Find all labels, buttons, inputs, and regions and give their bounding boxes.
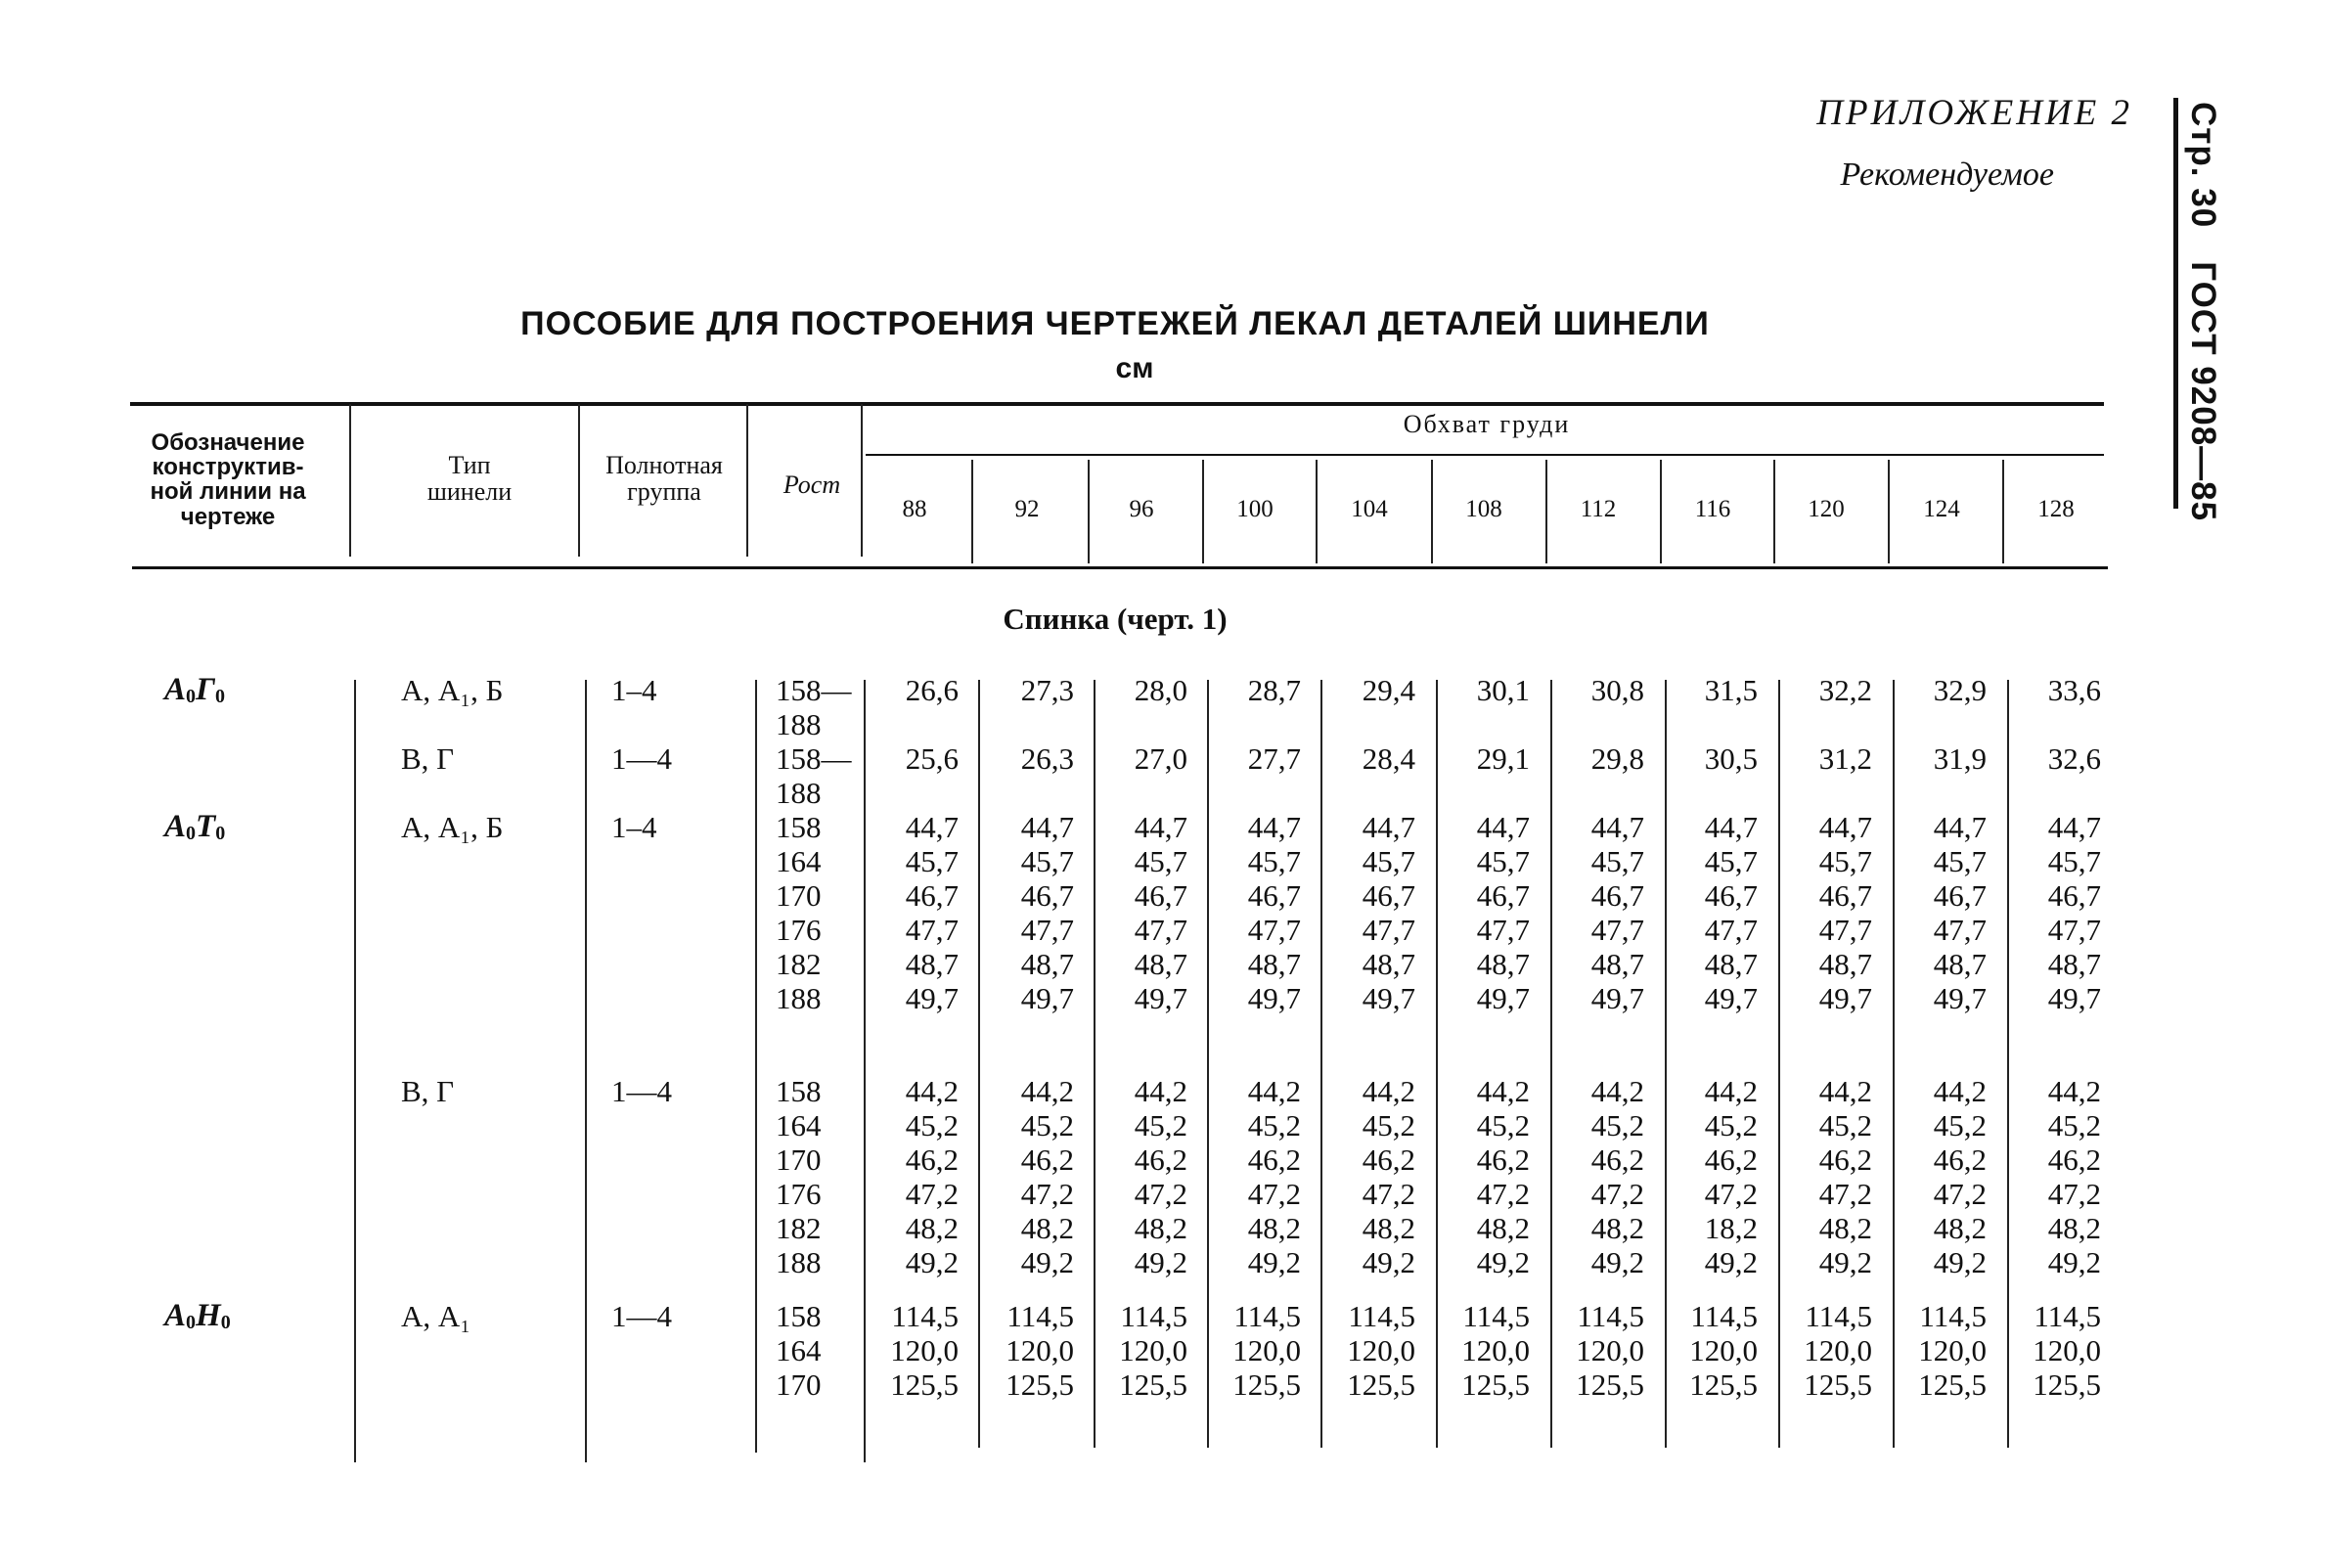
line-designation (164, 1299, 231, 1340)
table-cell: 45,2 (1134, 1108, 1187, 1142)
header-divider (349, 404, 351, 557)
table-cell: 44,7 (1590, 810, 1644, 844)
fullness-group: 1–4 (611, 810, 657, 844)
coat-type: А, А₁, Б (401, 810, 504, 844)
table-cell: 120,0 (1918, 1333, 1987, 1367)
table-cell: 48,2 (2047, 1211, 2101, 1245)
table-cell: 49,7 (1020, 981, 1074, 1015)
table-cell: 44,7 (1933, 810, 1987, 844)
designation-subscript: 0 (186, 686, 197, 707)
table-cell: 45,7 (1247, 844, 1301, 878)
header-divider (1888, 460, 1890, 563)
height-value: 158— (776, 673, 852, 707)
table-top-rule (130, 402, 2104, 406)
table-cell: 125,5 (890, 1367, 959, 1402)
table-cell: 44,2 (1933, 1074, 1987, 1108)
table-cell: 48,7 (1590, 947, 1644, 981)
table-cell: 45,7 (1476, 844, 1530, 878)
table-cell: 45,7 (1704, 844, 1758, 878)
table-cell: 120,0 (1804, 1333, 1872, 1367)
appendix-label: ПРИЛОЖЕНИЕ 2 (1816, 93, 2132, 133)
table-cell: 49,2 (905, 1245, 959, 1279)
header-divider (971, 460, 973, 563)
table-cell: 44,7 (1704, 810, 1758, 844)
column-divider (1207, 680, 1209, 1448)
table-cell: 49,2 (1020, 1245, 1074, 1279)
table-cell: 30,1 (1476, 673, 1530, 707)
table-cell: 46,2 (1362, 1142, 1415, 1177)
table-cell: 45,7 (1818, 844, 1872, 878)
table-cell: 47,7 (1134, 913, 1187, 947)
table-cell: 47,2 (1590, 1177, 1644, 1211)
designation-letter: А (164, 672, 187, 707)
table-cell: 49,7 (1590, 981, 1644, 1015)
header-divider (1773, 460, 1775, 563)
table-cell: 47,7 (905, 913, 959, 947)
column-divider (1094, 680, 1095, 1448)
header-divider (1088, 460, 1090, 563)
chest-size-label: 104 (1351, 496, 1388, 522)
table-cell: 32,9 (1933, 673, 1987, 707)
header-divider (1545, 460, 1547, 563)
header-type-line: Тип (448, 451, 491, 479)
table-cell: 48,7 (1362, 947, 1415, 981)
table-cell: 44,7 (1020, 810, 1074, 844)
table-cell: 45,7 (1020, 844, 1074, 878)
height-value: 158 (776, 810, 822, 844)
table-cell: 47,2 (1476, 1177, 1530, 1211)
table-cell: 114,5 (1577, 1299, 1644, 1333)
table-cell: 120,0 (1232, 1333, 1301, 1367)
table-cell: 32,6 (2047, 741, 2101, 776)
chest-size-label: 128 (2037, 496, 2075, 522)
table-cell: 44,2 (1818, 1074, 1872, 1108)
side-divider (2173, 98, 2178, 509)
table-cell: 47,2 (905, 1177, 959, 1211)
table-cell: 49,2 (1590, 1245, 1644, 1279)
table-cell: 28,7 (1247, 673, 1301, 707)
designation-subscript: 0 (186, 1312, 197, 1333)
table-cell: 47,2 (2047, 1177, 2101, 1211)
table-cell: 49,7 (1818, 981, 1872, 1015)
line-designation (164, 810, 225, 851)
height-value: 158 (776, 1299, 822, 1333)
column-divider (2007, 680, 2009, 1448)
table-cell: 46,7 (1020, 878, 1074, 913)
table-cell: 49,7 (1933, 981, 1987, 1015)
header-divider (1431, 460, 1433, 563)
page-title: ПОСОБИЕ ДЛЯ ПОСТРОЕНИЯ ЧЕРТЕЖЕЙ ЛЕКАЛ ДЕТАЛЕЙ ШИНЕЛИ (520, 305, 1710, 342)
header-fullness-line: группа (627, 477, 701, 507)
table-cell: 46,7 (1362, 878, 1415, 913)
table-cell: 46,2 (1476, 1142, 1530, 1177)
table-cell: 31,5 (1704, 673, 1758, 707)
table-cell: 46,2 (1704, 1142, 1758, 1177)
table-cell: 27,0 (1134, 741, 1187, 776)
table-cell: 49,2 (1134, 1245, 1187, 1279)
table-cell: 31,9 (1933, 741, 1987, 776)
designation-letter: А (164, 1298, 187, 1333)
table-cell: 45,2 (905, 1108, 959, 1142)
height-value: 164 (776, 844, 822, 878)
designation-subscript: 0 (215, 823, 226, 844)
chest-size-label: 112 (1580, 496, 1617, 522)
table-cell: 31,2 (1818, 741, 1872, 776)
table-cell: 49,2 (1933, 1245, 1987, 1279)
fullness-group: 1—4 (611, 741, 672, 776)
table-cell: 120,0 (890, 1333, 959, 1367)
height-value: 176 (776, 913, 822, 947)
table-cell: 29,1 (1476, 741, 1530, 776)
table-cell: 46,7 (1704, 878, 1758, 913)
table-cell: 44,7 (1476, 810, 1530, 844)
chest-subheader-rule (866, 454, 2104, 456)
table-cell: 125,5 (1918, 1367, 1987, 1402)
table-cell: 47,7 (1933, 913, 1987, 947)
table-cell: 47,2 (1818, 1177, 1872, 1211)
table-cell: 48,7 (1933, 947, 1987, 981)
table-cell: 46,2 (905, 1142, 959, 1177)
header-designation-line: конструктив- (152, 454, 304, 481)
height-value: 170 (776, 1142, 822, 1177)
table-cell: 125,5 (1576, 1367, 1644, 1402)
designation-letter: Н (196, 1298, 221, 1333)
designation-subscript: 0 (220, 1312, 231, 1333)
chest-size-label: 116 (1694, 496, 1731, 522)
table-cell: 47,2 (1362, 1177, 1415, 1211)
table-cell: 45,2 (1933, 1108, 1987, 1142)
table-cell: 45,2 (1704, 1108, 1758, 1142)
table-cell: 47,2 (1704, 1177, 1758, 1211)
header-divider (861, 404, 863, 557)
table-cell: 46,7 (1134, 878, 1187, 913)
column-divider (354, 680, 356, 1462)
side-caption (2183, 102, 2222, 555)
header-type-line: шинели (426, 477, 513, 507)
table-cell: 45,7 (2047, 844, 2101, 878)
header-divider (1202, 460, 1204, 563)
table-cell: 29,8 (1590, 741, 1644, 776)
column-divider (864, 680, 866, 1462)
table-cell: 25,6 (905, 741, 959, 776)
coat-type: В, Г (401, 741, 455, 776)
table-cell: 125,5 (1232, 1367, 1301, 1402)
fullness-group: 1—4 (611, 1299, 672, 1333)
side-page-number: Стр. 30 (2184, 102, 2222, 229)
fullness-group: 1—4 (611, 1074, 672, 1108)
table-cell: 49,7 (905, 981, 959, 1015)
table-cell: 49,2 (1476, 1245, 1530, 1279)
height-value: 188 (776, 1245, 822, 1279)
header-type (372, 452, 567, 506)
table-cell: 49,2 (1247, 1245, 1301, 1279)
table-cell: 120,0 (1689, 1333, 1758, 1367)
header-fullness-line: Полнотная (605, 451, 723, 479)
table-cell: 47,2 (1020, 1177, 1074, 1211)
table-cell: 46,2 (2047, 1142, 2101, 1177)
height-value: 188 (776, 981, 822, 1015)
table-cell: 45,2 (2047, 1108, 2101, 1142)
chest-size-label: 100 (1236, 496, 1274, 522)
table-cell: 26,3 (1020, 741, 1074, 776)
table-cell: 47,2 (1247, 1177, 1301, 1211)
table-cell: 46,2 (1247, 1142, 1301, 1177)
column-divider (1778, 680, 1780, 1448)
table-cell: 46,2 (1590, 1142, 1644, 1177)
table-cell: 45,7 (1590, 844, 1644, 878)
table-cell: 45,2 (1818, 1108, 1872, 1142)
table-cell: 114,5 (1462, 1299, 1530, 1333)
table-cell: 114,5 (1805, 1299, 1872, 1333)
coat-type: А, А₁ (401, 1299, 471, 1333)
table-cell: 46,2 (1020, 1142, 1074, 1177)
table-cell: 49,7 (1704, 981, 1758, 1015)
table-cell: 44,2 (1704, 1074, 1758, 1108)
table-cell: 44,7 (1362, 810, 1415, 844)
designation-subscript: 0 (186, 823, 197, 844)
header-designation-line: чертеже (180, 503, 276, 530)
column-divider (1550, 680, 1552, 1448)
table-cell: 44,7 (1134, 810, 1187, 844)
recommended-label: Рекомендуемое (1840, 157, 2054, 193)
table-cell: 114,5 (1919, 1299, 1987, 1333)
table-cell: 48,2 (1933, 1211, 1987, 1245)
table-cell: 45,2 (1476, 1108, 1530, 1142)
table-cell: 29,4 (1362, 673, 1415, 707)
height-value: 164 (776, 1108, 822, 1142)
table-cell: 44,2 (1590, 1074, 1644, 1108)
designation-letter: Г (196, 672, 215, 707)
table-cell: 28,0 (1134, 673, 1187, 707)
table-cell: 46,7 (905, 878, 959, 913)
table-cell: 46,2 (1134, 1142, 1187, 1177)
table-cell: 114,5 (1006, 1299, 1074, 1333)
table-cell: 44,2 (2047, 1074, 2101, 1108)
column-divider (585, 680, 587, 1462)
table-cell: 32,2 (1818, 673, 1872, 707)
line-designation (164, 673, 225, 714)
table-cell: 46,7 (1590, 878, 1644, 913)
table-cell: 44,7 (1247, 810, 1301, 844)
chest-size-label: 124 (1923, 496, 1960, 522)
table-cell: 46,2 (1933, 1142, 1987, 1177)
chest-size-label: 108 (1465, 496, 1502, 522)
fullness-group: 1–4 (611, 673, 657, 707)
table-cell: 48,7 (1704, 947, 1758, 981)
table-cell: 49,2 (1704, 1245, 1758, 1279)
table-cell: 46,7 (1476, 878, 1530, 913)
table-cell: 125,5 (1461, 1367, 1530, 1402)
table-cell: 47,7 (1362, 913, 1415, 947)
table-cell: 120,0 (1576, 1333, 1644, 1367)
header-chest: Обхват груди (1403, 410, 1571, 438)
height-value: 188 (776, 776, 822, 810)
table-cell: 125,5 (2033, 1367, 2101, 1402)
column-divider (755, 680, 757, 1453)
table-cell: 120,0 (2033, 1333, 2101, 1367)
chest-size-label: 92 (1014, 496, 1040, 522)
table-cell: 48,2 (1590, 1211, 1644, 1245)
header-divider (746, 404, 748, 557)
height-value: 170 (776, 878, 822, 913)
table-cell: 46,7 (2047, 878, 2101, 913)
table-cell: 114,5 (1120, 1299, 1187, 1333)
table-cell: 44,2 (1247, 1074, 1301, 1108)
chest-size-label: 120 (1808, 496, 1845, 522)
table-cell: 47,7 (1704, 913, 1758, 947)
table-cell: 45,7 (1362, 844, 1415, 878)
column-divider (978, 680, 980, 1448)
table-cell: 49,2 (1818, 1245, 1872, 1279)
table-cell: 120,0 (1006, 1333, 1074, 1367)
table-cell: 48,2 (1362, 1211, 1415, 1245)
unit-label: см (1115, 352, 1154, 384)
table-cell: 48,7 (2047, 947, 2101, 981)
header-divider (2002, 460, 2004, 563)
table-cell: 44,2 (905, 1074, 959, 1108)
table-cell: 47,2 (1933, 1177, 1987, 1211)
table-cell: 49,7 (1476, 981, 1530, 1015)
table-cell: 49,7 (1362, 981, 1415, 1015)
table-cell: 48,7 (1134, 947, 1187, 981)
header-fullness (581, 452, 747, 506)
table-cell: 44,7 (1818, 810, 1872, 844)
table-cell: 114,5 (891, 1299, 959, 1333)
table-cell: 48,2 (1134, 1211, 1187, 1245)
table-cell: 125,5 (1006, 1367, 1074, 1402)
table-cell: 48,2 (1476, 1211, 1530, 1245)
column-divider (1436, 680, 1438, 1448)
table-header-bottom-rule (132, 566, 2108, 569)
designation-letter: Т (196, 809, 216, 844)
table-cell: 48,7 (1818, 947, 1872, 981)
table-cell: 26,6 (905, 673, 959, 707)
header-divider (1316, 460, 1318, 563)
table-cell: 114,5 (1348, 1299, 1415, 1333)
table-cell: 48,7 (1247, 947, 1301, 981)
table-cell: 46,7 (1818, 878, 1872, 913)
column-divider (1665, 680, 1667, 1448)
height-value: 182 (776, 947, 822, 981)
table-cell: 18,2 (1704, 1211, 1758, 1245)
table-cell: 47,7 (1020, 913, 1074, 947)
table-cell: 46,2 (1818, 1142, 1872, 1177)
table-cell: 47,7 (1818, 913, 1872, 947)
table-cell: 47,7 (2047, 913, 2101, 947)
table-cell: 49,2 (2047, 1245, 2101, 1279)
table-cell: 47,7 (1590, 913, 1644, 947)
table-cell: 44,2 (1020, 1074, 1074, 1108)
table-cell: 48,7 (905, 947, 959, 981)
table-cell: 46,7 (1247, 878, 1301, 913)
table-cell: 46,7 (1933, 878, 1987, 913)
table-cell: 114,5 (2034, 1299, 2101, 1333)
table-cell: 47,7 (1247, 913, 1301, 947)
table-cell: 27,3 (1020, 673, 1074, 707)
table-cell: 120,0 (1119, 1333, 1187, 1367)
designation-subscript: 0 (214, 686, 225, 707)
height-value: 188 (776, 707, 822, 741)
table-cell: 45,2 (1590, 1108, 1644, 1142)
table-cell: 48,2 (905, 1211, 959, 1245)
table-cell: 48,2 (1020, 1211, 1074, 1245)
height-value: 182 (776, 1211, 822, 1245)
height-value: 176 (776, 1177, 822, 1211)
coat-type: А, А₁, Б (401, 673, 504, 707)
table-cell: 49,7 (2047, 981, 2101, 1015)
table-cell: 30,5 (1704, 741, 1758, 776)
table-cell: 45,7 (905, 844, 959, 878)
table-cell: 45,7 (1933, 844, 1987, 878)
table-cell: 125,5 (1689, 1367, 1758, 1402)
table-cell: 44,2 (1476, 1074, 1530, 1108)
table-cell: 48,2 (1818, 1211, 1872, 1245)
table-cell: 49,2 (1362, 1245, 1415, 1279)
table-cell: 48,7 (1020, 947, 1074, 981)
table-cell: 47,2 (1134, 1177, 1187, 1211)
table-cell: 49,7 (1247, 981, 1301, 1015)
table-cell: 114,5 (1233, 1299, 1301, 1333)
table-cell: 125,5 (1119, 1367, 1187, 1402)
table-cell: 27,7 (1247, 741, 1301, 776)
column-divider (1893, 680, 1895, 1448)
height-value: 164 (776, 1333, 822, 1367)
table-cell: 49,7 (1134, 981, 1187, 1015)
chest-size-label: 88 (902, 496, 927, 522)
header-height: Рост (782, 470, 841, 499)
header-designation-line: ной линии на (150, 478, 306, 506)
table-cell: 33,6 (2047, 673, 2101, 707)
designation-letter: А (164, 809, 187, 844)
column-divider (1320, 680, 1322, 1448)
table-cell: 45,2 (1020, 1108, 1074, 1142)
table-cell: 120,0 (1347, 1333, 1415, 1367)
coat-type: В, Г (401, 1074, 455, 1108)
table-cell: 125,5 (1804, 1367, 1872, 1402)
height-value: 158— (776, 741, 852, 776)
table-cell: 48,7 (1476, 947, 1530, 981)
section-title: Спинка (черт. 1) (1003, 602, 1228, 636)
table-cell: 28,4 (1362, 741, 1415, 776)
table-cell: 45,7 (1134, 844, 1187, 878)
header-designation (111, 430, 345, 529)
header-designation-line: Обозначение (151, 429, 305, 456)
header-divider (578, 404, 580, 557)
side-standard: ГОСТ 9208—85 (2184, 261, 2222, 522)
table-cell: 30,8 (1590, 673, 1644, 707)
height-value: 158 (776, 1074, 822, 1108)
table-cell: 44,7 (905, 810, 959, 844)
table-cell: 44,2 (1134, 1074, 1187, 1108)
table-cell: 120,0 (1461, 1333, 1530, 1367)
table-cell: 125,5 (1347, 1367, 1415, 1402)
table-cell: 44,2 (1362, 1074, 1415, 1108)
height-value: 170 (776, 1367, 822, 1402)
table-cell: 45,2 (1247, 1108, 1301, 1142)
table-cell: 44,7 (2047, 810, 2101, 844)
table-cell: 47,7 (1476, 913, 1530, 947)
table-cell: 45,2 (1362, 1108, 1415, 1142)
table-cell: 114,5 (1690, 1299, 1758, 1333)
chest-size-label: 96 (1129, 496, 1154, 522)
table-cell: 48,2 (1247, 1211, 1301, 1245)
header-divider (1660, 460, 1662, 563)
